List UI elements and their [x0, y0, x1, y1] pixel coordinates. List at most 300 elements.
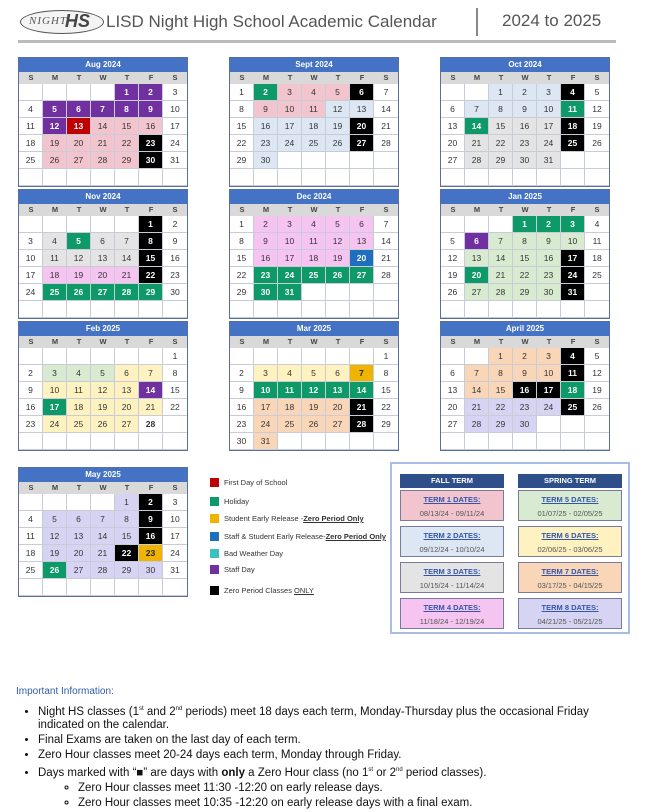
day-cell: 13 — [91, 250, 115, 267]
weekday-header: S — [374, 336, 398, 348]
empty-cell — [585, 284, 609, 301]
month-grid — [441, 72, 609, 186]
empty-cell — [302, 284, 326, 301]
empty-cell — [326, 348, 350, 365]
day-cell: 9 — [513, 365, 537, 382]
empty-cell — [561, 416, 585, 433]
day-cell: 24 — [43, 416, 67, 433]
info-item: • Zero Hour classes meet 20-24 days each term, Monday through Friday. — [38, 749, 626, 762]
page-title: LISD Night High School Academic Calendar — [106, 12, 437, 31]
day-cell: 8 — [115, 511, 139, 528]
day-cell: 12 — [441, 250, 465, 267]
day-cell: 15 — [115, 118, 139, 135]
day-cell: 20 — [115, 399, 139, 416]
day-cell: 10 — [278, 233, 302, 250]
day-cell: 22 — [139, 267, 163, 284]
month-title: Feb 2025 — [19, 322, 187, 336]
day-cell: 6 — [465, 233, 489, 250]
day-cell: 12 — [43, 118, 67, 135]
day-cell: 29 — [230, 152, 254, 169]
day-cell: 22 — [489, 135, 513, 152]
empty-cell — [19, 301, 43, 318]
day-cell: 9 — [513, 101, 537, 118]
day-cell: 7 — [115, 233, 139, 250]
weekday-header: T — [537, 72, 561, 84]
empty-cell — [465, 433, 489, 450]
empty-cell — [67, 579, 91, 596]
day-cell: 30 — [230, 433, 254, 450]
day-cell: 9 — [139, 101, 163, 118]
day-cell: 11 — [302, 101, 326, 118]
day-cell: 9 — [163, 233, 187, 250]
day-cell: 16 — [537, 250, 561, 267]
empty-cell — [67, 494, 91, 511]
day-cell: 13 — [67, 528, 91, 545]
day-cell: 1 — [115, 84, 139, 101]
empty-cell — [254, 301, 278, 318]
empty-cell — [67, 216, 91, 233]
day-cell: 19 — [43, 135, 67, 152]
day-cell: 30 — [513, 416, 537, 433]
empty-cell — [163, 301, 187, 318]
day-cell: 4 — [19, 511, 43, 528]
empty-cell — [489, 433, 513, 450]
day-cell: 26 — [326, 267, 350, 284]
weekday-header: T — [67, 72, 91, 84]
empty-cell — [230, 301, 254, 318]
month-title: Mar 2025 — [230, 322, 398, 336]
day-cell: 12 — [43, 528, 67, 545]
legend-swatch — [210, 586, 219, 595]
day-cell: 29 — [139, 284, 163, 301]
empty-cell — [139, 301, 163, 318]
weekday-header: M — [254, 336, 278, 348]
day-cell: 6 — [350, 84, 374, 101]
info-item: • Final Exams are taken on the last day of each term. — [38, 734, 626, 747]
day-cell: 28 — [91, 152, 115, 169]
day-cell: 17 — [278, 118, 302, 135]
day-cell: 2 — [513, 84, 537, 101]
day-cell: 28 — [374, 267, 398, 284]
term-7-box: TERM 7 DATES: 03/17/25 - 04/15/25 — [518, 562, 622, 593]
day-cell: 24 — [19, 284, 43, 301]
month-title: Aug 2024 — [19, 58, 187, 72]
empty-cell — [350, 301, 374, 318]
day-cell: 11 — [43, 250, 67, 267]
empty-cell — [19, 348, 43, 365]
weekday-header: F — [561, 72, 585, 84]
month-grid — [441, 204, 609, 318]
term-8-box: TERM 8 DATES: 04/21/25 - 05/21/25 — [518, 598, 622, 629]
day-cell: 10 — [163, 511, 187, 528]
day-cell: 4 — [561, 84, 585, 101]
legend-swatch — [210, 532, 219, 541]
term-6-box: TERM 6 DATES: 02/06/25 - 03/06/25 — [518, 526, 622, 557]
term-5-box: TERM 5 DATES: 01/07/25 - 02/05/25 — [518, 490, 622, 521]
day-cell: 18 — [67, 399, 91, 416]
day-cell: 21 — [91, 545, 115, 562]
empty-cell — [302, 348, 326, 365]
day-cell: 13 — [350, 101, 374, 118]
empty-cell — [585, 301, 609, 318]
day-cell: 25 — [561, 399, 585, 416]
important-information — [16, 686, 626, 812]
day-cell: 24 — [278, 267, 302, 284]
weekday-header: S — [374, 204, 398, 216]
day-cell: 16 — [513, 382, 537, 399]
header-rule — [18, 40, 616, 43]
day-cell: 7 — [489, 233, 513, 250]
day-cell: 1 — [139, 216, 163, 233]
day-cell: 23 — [19, 416, 43, 433]
day-cell: 13 — [326, 382, 350, 399]
empty-cell — [441, 216, 465, 233]
day-cell: 30 — [163, 284, 187, 301]
day-cell: 1 — [230, 216, 254, 233]
day-cell: 27 — [441, 416, 465, 433]
day-cell: 5 — [91, 365, 115, 382]
day-cell: 31 — [278, 284, 302, 301]
empty-cell — [489, 169, 513, 186]
month-grid — [19, 204, 187, 318]
day-cell: 13 — [441, 382, 465, 399]
day-cell: 7 — [91, 511, 115, 528]
day-cell: 14 — [374, 101, 398, 118]
day-cell: 12 — [326, 233, 350, 250]
day-cell: 6 — [67, 511, 91, 528]
empty-cell — [67, 84, 91, 101]
empty-cell — [537, 301, 561, 318]
header-divider — [476, 8, 478, 36]
day-cell: 21 — [139, 399, 163, 416]
empty-cell — [139, 169, 163, 186]
empty-cell — [115, 433, 139, 450]
day-cell: 20 — [465, 267, 489, 284]
day-cell: 21 — [374, 118, 398, 135]
day-cell: 3 — [19, 233, 43, 250]
day-cell: 20 — [350, 250, 374, 267]
empty-cell — [561, 301, 585, 318]
weekday-header: T — [278, 204, 302, 216]
month-grid — [19, 482, 187, 596]
day-cell: 6 — [326, 365, 350, 382]
empty-cell — [302, 152, 326, 169]
day-cell: 19 — [43, 545, 67, 562]
day-cell: 20 — [441, 135, 465, 152]
day-cell: 2 — [230, 365, 254, 382]
weekday-header: T — [537, 336, 561, 348]
weekday-header: W — [302, 204, 326, 216]
day-cell: 23 — [513, 135, 537, 152]
weekday-header: S — [163, 482, 187, 494]
day-cell: 25 — [19, 152, 43, 169]
day-cell: 22 — [230, 267, 254, 284]
weekday-header: S — [19, 204, 43, 216]
weekday-header: W — [91, 72, 115, 84]
day-cell: 18 — [19, 135, 43, 152]
weekday-header: F — [350, 204, 374, 216]
weekday-header: S — [374, 72, 398, 84]
weekday-header: M — [43, 482, 67, 494]
day-cell: 11 — [19, 528, 43, 545]
day-cell: 25 — [67, 416, 91, 433]
month-calendar — [18, 321, 188, 451]
day-cell: 25 — [585, 267, 609, 284]
weekday-header: W — [302, 336, 326, 348]
day-cell: 8 — [489, 101, 513, 118]
day-cell: 21 — [91, 135, 115, 152]
empty-cell — [139, 433, 163, 450]
empty-cell — [139, 348, 163, 365]
empty-cell — [43, 169, 67, 186]
empty-cell — [465, 169, 489, 186]
day-cell: 18 — [585, 250, 609, 267]
month-calendar — [229, 321, 399, 451]
empty-cell — [465, 84, 489, 101]
weekday-header: M — [43, 336, 67, 348]
empty-cell — [302, 433, 326, 450]
weekday-header: W — [302, 72, 326, 84]
empty-cell — [67, 433, 91, 450]
day-cell: 8 — [163, 365, 187, 382]
day-cell: 3 — [561, 216, 585, 233]
day-cell: 10 — [537, 101, 561, 118]
day-cell: 20 — [350, 118, 374, 135]
empty-cell — [43, 579, 67, 596]
day-cell: 28 — [91, 562, 115, 579]
day-cell: 21 — [465, 399, 489, 416]
day-cell: 16 — [230, 399, 254, 416]
empty-cell — [374, 169, 398, 186]
legend-swatch — [210, 549, 219, 558]
day-cell: 3 — [43, 365, 67, 382]
weekday-header: S — [163, 72, 187, 84]
weekday-header: M — [465, 336, 489, 348]
day-cell: 26 — [67, 284, 91, 301]
day-cell: 11 — [561, 365, 585, 382]
day-cell: 22 — [513, 267, 537, 284]
day-cell: 5 — [585, 84, 609, 101]
day-cell: 14 — [91, 528, 115, 545]
weekday-header: S — [19, 72, 43, 84]
day-cell: 14 — [350, 382, 374, 399]
day-cell: 14 — [139, 382, 163, 399]
empty-cell — [163, 169, 187, 186]
day-cell: 10 — [537, 365, 561, 382]
empty-cell — [43, 433, 67, 450]
day-cell: 5 — [326, 84, 350, 101]
day-cell: 24 — [537, 135, 561, 152]
day-cell: 1 — [374, 348, 398, 365]
empty-cell — [19, 494, 43, 511]
day-cell: 4 — [302, 84, 326, 101]
empty-cell — [163, 579, 187, 596]
empty-cell — [585, 416, 609, 433]
empty-cell — [43, 494, 67, 511]
day-cell: 5 — [67, 233, 91, 250]
day-cell: 16 — [163, 250, 187, 267]
day-cell: 9 — [19, 382, 43, 399]
day-cell: 15 — [489, 382, 513, 399]
day-cell: 1 — [489, 84, 513, 101]
day-cell: 21 — [489, 267, 513, 284]
day-cell: 31 — [163, 562, 187, 579]
logo-small-text: NIGHT — [29, 15, 68, 27]
empty-cell — [374, 301, 398, 318]
month-grid — [19, 72, 187, 186]
day-cell: 27 — [441, 152, 465, 169]
weekday-header: W — [513, 336, 537, 348]
day-cell: 27 — [350, 267, 374, 284]
day-cell: 15 — [513, 250, 537, 267]
day-cell: 7 — [350, 365, 374, 382]
weekday-header: W — [91, 204, 115, 216]
day-cell: 22 — [230, 135, 254, 152]
day-cell: 10 — [561, 233, 585, 250]
day-cell: 16 — [19, 399, 43, 416]
day-cell: 18 — [561, 382, 585, 399]
weekday-header: T — [67, 482, 91, 494]
day-cell: 7 — [374, 84, 398, 101]
day-cell: 3 — [163, 84, 187, 101]
weekday-header: T — [115, 336, 139, 348]
day-cell: 2 — [513, 348, 537, 365]
day-cell: 31 — [254, 433, 278, 450]
empty-cell — [230, 348, 254, 365]
empty-cell — [441, 84, 465, 101]
day-cell: 23 — [254, 267, 278, 284]
month-grid — [230, 72, 398, 186]
day-cell: 23 — [513, 399, 537, 416]
empty-cell — [350, 433, 374, 450]
info-item: • Night HS classes (1st and 2nd periods) meet 18 days each term, Monday-Thursday plus the occasional Friday indicated on the calendar. — [38, 703, 626, 732]
empty-cell — [19, 84, 43, 101]
day-cell: 11 — [585, 233, 609, 250]
day-cell: 12 — [585, 101, 609, 118]
day-cell: 20 — [441, 399, 465, 416]
day-cell: 9 — [139, 511, 163, 528]
day-cell: 30 — [139, 562, 163, 579]
weekday-header: F — [561, 204, 585, 216]
weekday-header: T — [67, 336, 91, 348]
day-cell: 5 — [302, 365, 326, 382]
day-cell: 19 — [326, 250, 350, 267]
day-cell: 18 — [19, 545, 43, 562]
day-cell: 26 — [585, 399, 609, 416]
day-cell: 26 — [302, 416, 326, 433]
month-calendar — [18, 189, 188, 319]
day-cell: 24 — [163, 545, 187, 562]
day-cell: 5 — [43, 511, 67, 528]
day-cell: 2 — [254, 216, 278, 233]
empty-cell — [91, 169, 115, 186]
day-cell: 27 — [326, 416, 350, 433]
weekday-header: T — [326, 204, 350, 216]
day-cell: 19 — [585, 118, 609, 135]
day-cell: 2 — [254, 84, 278, 101]
empty-cell — [537, 169, 561, 186]
empty-cell — [115, 301, 139, 318]
weekday-header: T — [326, 336, 350, 348]
empty-cell — [19, 169, 43, 186]
day-cell: 20 — [91, 267, 115, 284]
day-cell: 29 — [489, 416, 513, 433]
day-cell: 14 — [465, 118, 489, 135]
day-cell: 12 — [91, 382, 115, 399]
day-cell: 24 — [278, 135, 302, 152]
weekday-header: S — [163, 336, 187, 348]
day-cell: 8 — [139, 233, 163, 250]
day-cell: 28 — [115, 284, 139, 301]
day-cell: 13 — [350, 233, 374, 250]
empty-cell — [350, 348, 374, 365]
day-cell: 15 — [163, 382, 187, 399]
day-cell: 23 — [230, 416, 254, 433]
day-cell: 14 — [91, 118, 115, 135]
empty-cell — [374, 284, 398, 301]
legend-swatch — [210, 514, 219, 523]
day-cell: 8 — [115, 101, 139, 118]
weekday-header: S — [19, 336, 43, 348]
day-cell: 4 — [585, 216, 609, 233]
day-cell: 12 — [67, 250, 91, 267]
day-cell: 17 — [19, 267, 43, 284]
empty-cell — [91, 579, 115, 596]
day-cell: 4 — [19, 101, 43, 118]
empty-cell — [278, 169, 302, 186]
day-cell: 29 — [489, 152, 513, 169]
day-cell: 19 — [302, 399, 326, 416]
term-2-box: TERM 2 DATES: 09/12/24 - 10/10/24 — [400, 526, 504, 557]
day-cell: 7 — [465, 101, 489, 118]
term-3-box: TERM 3 DATES: 10/15/24 - 11/14/24 — [400, 562, 504, 593]
day-cell: 8 — [230, 101, 254, 118]
day-cell: 25 — [278, 416, 302, 433]
day-cell: 18 — [561, 118, 585, 135]
day-cell: 15 — [139, 250, 163, 267]
info-item: • Days marked with “■” are days with only a Zero Hour class (no 1st or 2nd period classes). ◦ Zero Hour classes meet 11:30 -12:20 on early release days. ◦ Zero Hour classes meet 10:35 -12:20 on early release days with a final exam. — [38, 764, 626, 810]
empty-cell — [585, 169, 609, 186]
weekday-header: T — [278, 336, 302, 348]
day-cell: 26 — [43, 152, 67, 169]
weekday-header: T — [537, 204, 561, 216]
weekday-header: S — [163, 204, 187, 216]
day-cell: 14 — [465, 382, 489, 399]
empty-cell — [326, 284, 350, 301]
month-title: Dec 2024 — [230, 190, 398, 204]
school-logo — [20, 10, 104, 34]
day-cell: 28 — [489, 284, 513, 301]
day-cell: 24 — [561, 267, 585, 284]
day-cell: 26 — [91, 416, 115, 433]
empty-cell — [585, 433, 609, 450]
weekday-header: M — [254, 204, 278, 216]
day-cell: 12 — [302, 382, 326, 399]
day-cell: 29 — [374, 416, 398, 433]
day-cell: 9 — [254, 101, 278, 118]
day-cell: 1 — [513, 216, 537, 233]
empty-cell — [91, 348, 115, 365]
empty-cell — [115, 579, 139, 596]
day-cell: 28 — [465, 416, 489, 433]
day-cell: 18 — [278, 399, 302, 416]
weekday-header: S — [441, 72, 465, 84]
day-cell: 17 — [278, 250, 302, 267]
empty-cell — [115, 348, 139, 365]
day-cell: 4 — [43, 233, 67, 250]
weekday-header: S — [19, 482, 43, 494]
day-cell: 26 — [326, 135, 350, 152]
